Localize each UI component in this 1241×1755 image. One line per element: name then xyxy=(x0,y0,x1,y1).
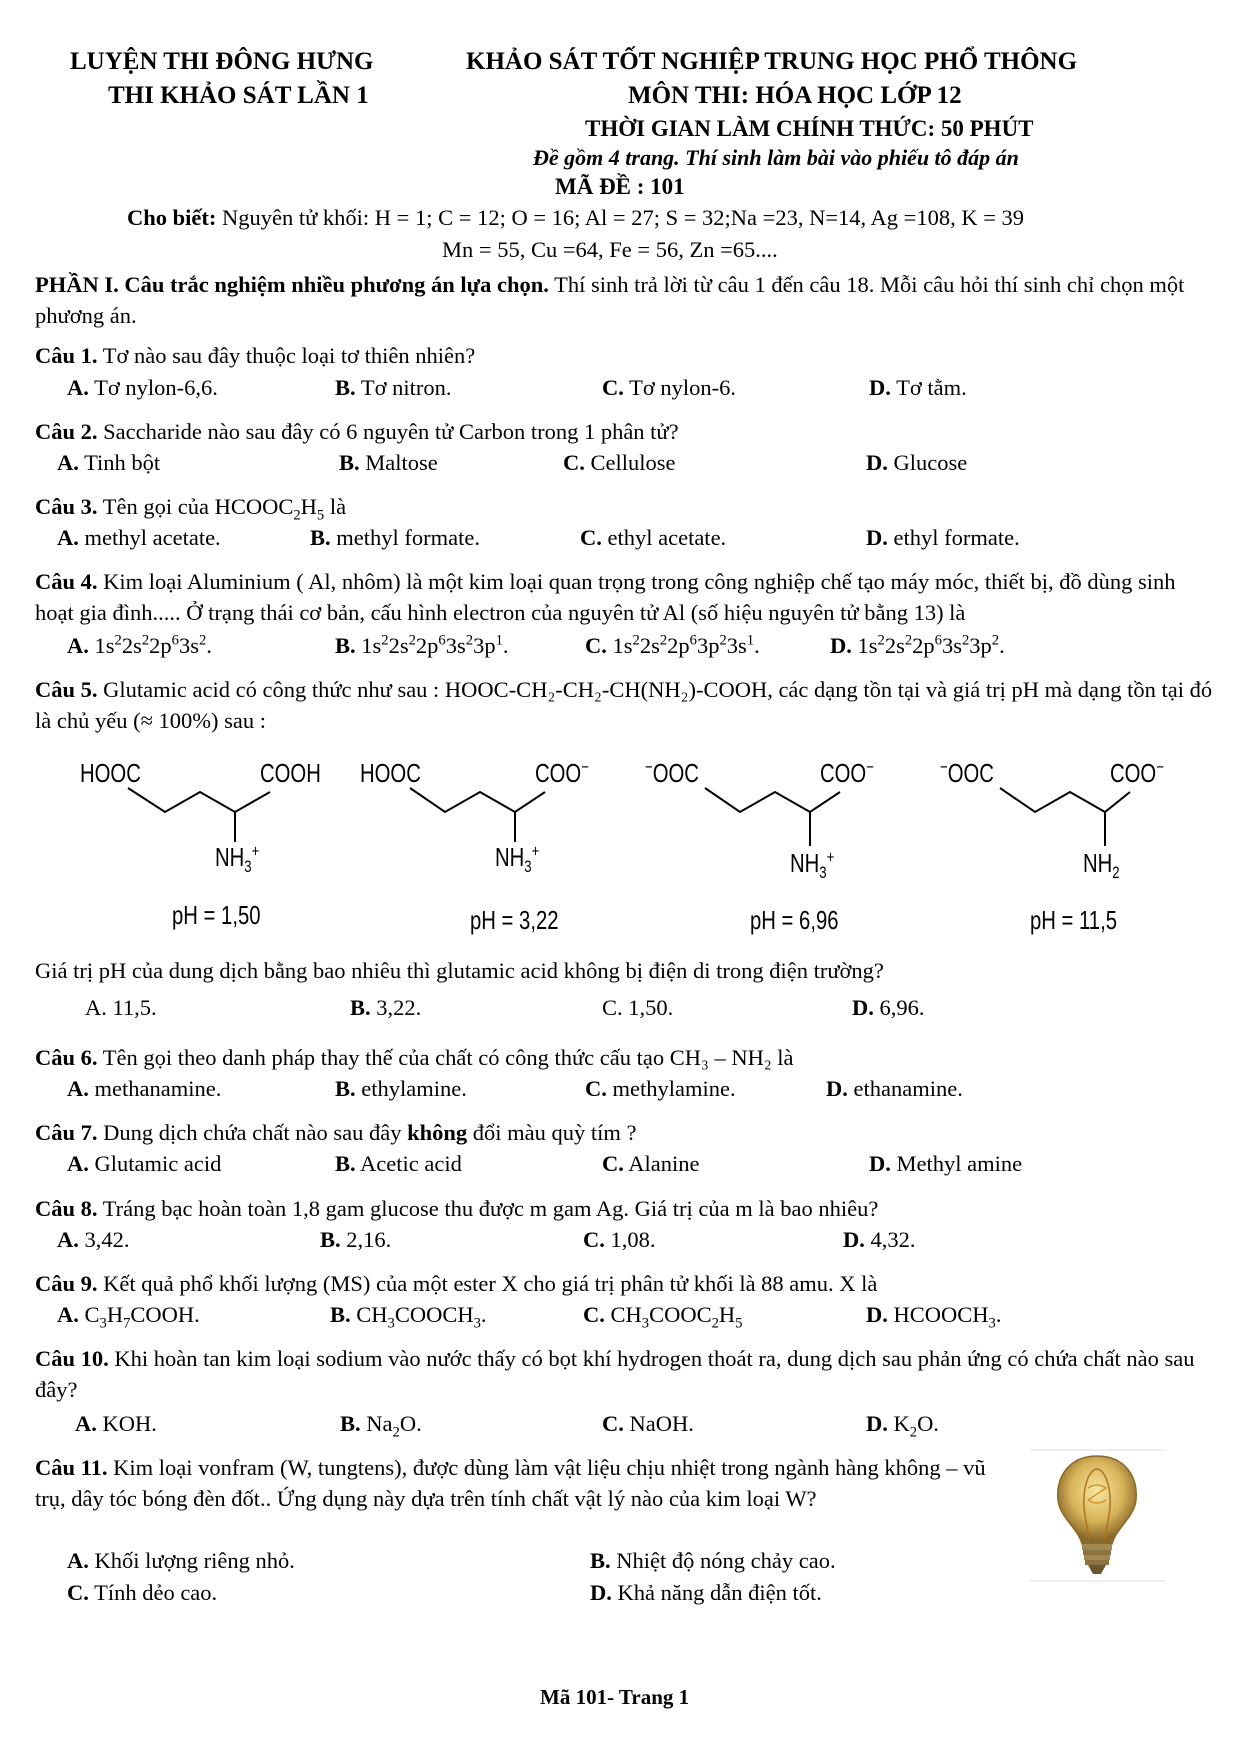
q2-option-a: A. Tinh bột xyxy=(57,450,161,475)
q1-option-d: D. Tơ tằm. xyxy=(869,375,967,400)
exam-time: THỜI GIAN LÀM CHÍNH THỨC: 50 PHÚT xyxy=(585,116,1034,141)
q8-text: Tráng bạc hoàn toàn 1,8 gam glucose thu được m gam Ag. Giá trị của m là bao nhiêu? xyxy=(97,1196,879,1221)
q8-option-a: A. 3,42. xyxy=(57,1227,130,1252)
q4-option-d: D. $1s^22s^22p^63s^23p^2$. xyxy=(830,632,1005,658)
q5-option-d: D. 6,96. xyxy=(852,995,925,1020)
given-text: Nguyên tử khối: H = 1; C = 12; O = 16; Al = 27; S = 32;Na =23, N=14, Ag =108, K = 39 xyxy=(216,205,1025,230)
structure-3 xyxy=(640,750,940,883)
q1-option-b: B. Tơ nitron. xyxy=(335,375,452,400)
s2-ph: pH = 3,22 xyxy=(470,905,559,935)
q3-text-end: là xyxy=(324,494,347,519)
q11-option-c: C. Tính dẻo cao. xyxy=(67,1580,218,1605)
exam-note: Đề gồm 4 trang. Thí sinh làm bài vào phiếu tô đáp án xyxy=(533,145,1019,170)
exam-round: THI KHẢO SÁT LẦN 1 xyxy=(108,82,369,109)
q6-option-a: A. methanamine. xyxy=(67,1076,222,1101)
q4-option-c: C. $1s^22s^22p^63p^23s^1$. xyxy=(585,632,760,658)
school-name: LUYỆN THI ĐÔNG HƯNG xyxy=(70,48,374,75)
s4-ph: pH = 11,5 xyxy=(1030,905,1118,935)
q2-option-d: D. Glucose xyxy=(866,450,968,475)
q4-option-b: B. $1s^22s^22p^63s^23p^1$. xyxy=(335,632,509,658)
q8-option-c: C. 1,08. xyxy=(583,1227,656,1252)
s1-right-group: COOH xyxy=(260,758,321,788)
s3-left-group: −OOC xyxy=(645,757,699,788)
q2-label: Câu 2. xyxy=(35,419,98,444)
q4-option-a: A. $1s^22s^22p^63s^2$. xyxy=(67,632,212,658)
q4-text: Kim loại Aluminium ( Al, nhôm) là một kim loại quan trọng trong công nghiệp chế tạo máy móc, thiết bị, đồ dùng sinh hoạt gia đình..... Ở trạng thái cơ bản, cấu hình electron của nguyên tử Al (số hiệu nguyên tử bằng 13) là xyxy=(35,569,1176,625)
atomic-mass-line2: Mn = 55, Cu =64, Fe = 56, Zn =65.... xyxy=(442,237,778,262)
q5-label: Câu 5. xyxy=(35,677,98,702)
s3-ph: pH = 6,96 xyxy=(750,905,839,935)
q3-text: Tên gọi của HCOOC xyxy=(97,494,294,519)
question-2 xyxy=(35,416,1215,447)
q7-label: Câu 7. xyxy=(35,1120,98,1145)
atomic-mass-line1 xyxy=(127,205,1024,231)
q7-option-a: A. Glutamic acid xyxy=(67,1151,222,1176)
exam-title: KHẢO SÁT TỐT NGHIỆP TRUNG HỌC PHỔ THÔNG xyxy=(466,48,1078,75)
question-11 xyxy=(35,1452,1005,1514)
s3-right-group: COO− xyxy=(820,757,874,788)
s1-amine: $NH_3^+$ xyxy=(215,841,260,877)
s2-right-group: COO− xyxy=(535,757,589,788)
q11-option-d: D. Khả năng dẫn điện tốt. xyxy=(590,1580,822,1605)
q5-question: Giá trị pH của dung dịch bằng bao nhiêu thì glutamic acid không bị điện di trong điện trường? xyxy=(35,958,884,983)
s2-amine: $NH_3^+$ xyxy=(495,841,540,877)
question-7 xyxy=(35,1117,1215,1148)
q3-option-a: A. methyl acetate. xyxy=(57,525,221,550)
q11-option-a: A. Khối lượng riêng nhỏ. xyxy=(67,1548,295,1573)
q8-label: Câu 8. xyxy=(35,1196,98,1221)
q1-option-c: C. Tơ nylon-6. xyxy=(602,375,736,400)
s2-left-group: HOOC xyxy=(360,758,421,788)
q10-label: Câu 10. xyxy=(35,1346,109,1371)
q7-text: Dung dịch chứa chất nào sau đây xyxy=(97,1120,408,1145)
q1-label: Câu 1. xyxy=(35,343,98,368)
q11-label: Câu 11. xyxy=(35,1455,108,1480)
q5-text: Glutamic acid có công thức như sau : HOOC-CH₂-CH₂-CH(NH₂)-COOH, các dạng tồn tại và giá trị pH mà dạng tồn tại đó là chủ yếu (≈ 100%) sau : xyxy=(35,677,1213,733)
q8-option-d: D. 4,32. xyxy=(843,1227,916,1252)
exam-code: MÃ ĐỀ : 101 xyxy=(555,174,685,199)
q2-option-b: B. Maltose xyxy=(339,450,438,475)
s3-amine: $NH_3^+$ xyxy=(790,847,835,883)
question-5 xyxy=(35,674,1215,736)
s4-right-group: COO− xyxy=(1110,757,1164,788)
q9-option-c: C. $CH_3COOC_2H_5$ xyxy=(583,1302,743,1332)
q9-text: Kết quả phổ khối lượng (MS) của một ester X cho giá trị phân tử khối là 88 amu. X là xyxy=(97,1271,878,1296)
q5-option-a: A. 11,5. xyxy=(85,995,157,1020)
structure-2 xyxy=(355,750,655,877)
s4-left-group: −OOC xyxy=(940,757,994,788)
q6-option-d: D. ethanamine. xyxy=(826,1076,963,1101)
part1-instructions xyxy=(35,269,1215,331)
s1-ph: pH = 1,50 xyxy=(172,900,261,930)
q3-label: Câu 3. xyxy=(35,494,98,519)
q9-option-a: A. $C_3H_7COOH$. xyxy=(57,1302,200,1332)
question-6 xyxy=(35,1042,1215,1073)
q11-option-b: B. Nhiệt độ nóng chảy cao. xyxy=(590,1548,836,1573)
q7-option-d: D. Methyl amine xyxy=(869,1151,1023,1176)
page-footer: Mã 101- Trang 1 xyxy=(540,1685,690,1709)
q6-label: Câu 6. xyxy=(35,1045,98,1070)
q7-option-b: B. Acetic acid xyxy=(335,1151,462,1176)
q4-label: Câu 4. xyxy=(35,569,98,594)
q6-option-b: B. ethylamine. xyxy=(335,1076,467,1101)
question-1 xyxy=(35,340,1215,371)
part1-title: PHẦN I. Câu trắc nghiệm nhiều phương án lựa chọn. xyxy=(35,272,549,297)
q5-option-b: B. 3,22. xyxy=(350,995,422,1020)
q8-option-b: B. 2,16. xyxy=(320,1227,392,1252)
structure-4 xyxy=(935,750,1235,883)
q3-option-c: C. ethyl acetate. xyxy=(580,525,727,550)
q2-option-c: C. Cellulose xyxy=(563,450,676,475)
question-9 xyxy=(35,1268,1215,1299)
question-4 xyxy=(35,566,1215,628)
given-label: Cho biết: xyxy=(127,205,217,230)
q7-option-c: C. Alanine xyxy=(602,1151,700,1176)
q3-option-d: D. ethyl formate. xyxy=(866,525,1020,550)
q3-option-b: B. methyl formate. xyxy=(310,525,480,550)
q7-emphasis: không xyxy=(407,1120,468,1145)
q10-option-c: C. NaOH. xyxy=(602,1411,694,1436)
structure-1 xyxy=(70,750,370,877)
q9-option-b: B. $CH_3COOCH_3$. xyxy=(330,1302,487,1332)
question-3: Câu 3. Tên gọi của $HCOOC_2H_5$ là xyxy=(35,494,347,524)
s4-amine: $NH_2$ xyxy=(1083,848,1120,883)
subject-title: MÔN THI: HÓA HỌC LỚP 12 xyxy=(628,82,962,109)
q9-label: Câu 9. xyxy=(35,1271,98,1296)
q1-text: Tơ nào sau đây thuộc loại tơ thiên nhiên? xyxy=(97,343,476,368)
q2-text: Saccharide nào sau đây có 6 nguyên tử Carbon trong 1 phân tử? xyxy=(97,419,679,444)
q9-option-d: D. $HCOOCH_3$. xyxy=(866,1302,1002,1332)
q1-option-a: A. Tơ nylon-6,6. xyxy=(67,375,218,400)
q11-text: Kim loại vonfram (W, tungtens), được dùng làm vật liệu chịu nhiệt trong ngành hàng không – vũ trụ, dây tóc bóng đèn đốt.. Ứng dụng này dựa trên tính chất vật lý nào của kim loại W? xyxy=(35,1455,986,1511)
q7-text-end: đổi màu quỳ tím ? xyxy=(467,1120,637,1145)
q6-text: Tên gọi theo danh pháp thay thế của chất có công thức cấu tạo CH₃ – NH₂ là xyxy=(97,1045,794,1070)
light-bulb-image xyxy=(1030,1448,1165,1583)
question-8 xyxy=(35,1193,1215,1224)
q10-text: Khi hoàn tan kim loại sodium vào nước thấy có bọt khí hydrogen thoát ra, dung dịch sau phản ứng có chứa chất nào sau đây? xyxy=(35,1346,1195,1402)
q5-option-c: C. 1,50. xyxy=(602,995,674,1020)
question-10 xyxy=(35,1343,1215,1405)
part1-desc: Thí sinh trả lời từ câu 1 đến câu 18. Mỗi câu hỏi thí sinh chỉ chọn một phương án. xyxy=(35,272,1185,328)
q10-option-a: A. KOH. xyxy=(75,1411,157,1436)
q10-option-b: B. $Na_2O$. xyxy=(340,1411,422,1441)
q10-option-d: D. $K_2O$. xyxy=(866,1411,939,1441)
q6-option-c: C. methylamine. xyxy=(585,1076,736,1101)
s1-left-group: HOOC xyxy=(80,758,141,788)
